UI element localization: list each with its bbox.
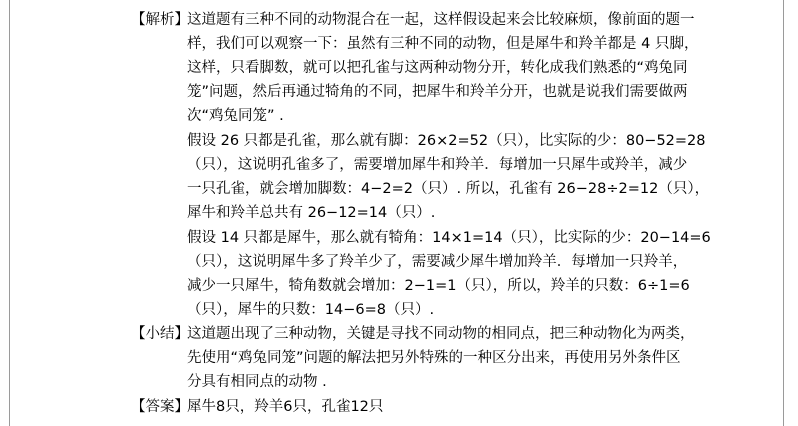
analysis-text: 次“鸡兔同笼” . bbox=[187, 108, 284, 124]
analysis-text: 这道题有三种不同的动物混合在一起，这样假设起来会比较麻烦，像前面的题一 bbox=[187, 12, 695, 28]
analysis-text: 样，我们可以观察一下：虽然有三种不同的动物，但是犀牛和羚羊都是 4 只脚， bbox=[187, 36, 699, 52]
case2-text: （只），犀牛的只数：14−6=8（只）. bbox=[187, 302, 435, 318]
analysis-text: 这样，只看脚数，就可以把孔雀与这两种动物分开，转化成我们熟悉的“鸡兔同 bbox=[187, 60, 688, 76]
summary-tag: 【小结】 bbox=[131, 326, 189, 342]
case1-text: 假设 26 只都是孔雀，那么就有脚：26×2=52（只），比实际的少：80−52=28 bbox=[187, 133, 706, 149]
case1-text: 犀牛和羚羊总共有 26−12=14（只）. bbox=[187, 205, 436, 221]
answer-text: 犀牛8只，羚羊6只，孔雀12只 bbox=[187, 399, 384, 415]
case1-text: 一只孔雀，就会增加脚数：4−2=2（只）. 所以，孔雀有 26−28÷2=12（只）， bbox=[187, 181, 710, 197]
answer-tag: 【答案】 bbox=[131, 399, 189, 415]
summary-text: 分具有相同点的动物 . bbox=[187, 374, 327, 390]
case1-text: （只），这说明孔雀多了，需要增加犀牛和羚羊．每增加一只犀牛或羚羊，减少 bbox=[187, 157, 688, 173]
case2-text: （只），这说明犀牛多了羚羊少了，需要减少犀牛增加羚羊．每增加一只羚羊， bbox=[187, 254, 688, 270]
analysis-tag: 【解析】 bbox=[131, 12, 189, 28]
case2-text: 假设 14 只都是犀牛，那么就有犄角：14×1=14（只），比实际的少：20−14=6 bbox=[187, 230, 711, 246]
summary-text: 这道题出现了三种动物，关键是寻找不同动物的相同点，把三种动物化为两类， bbox=[187, 326, 695, 342]
case2-text: 减少一只犀牛，犄角数就会增加：2−1=1（只），所以，羚羊的只数：6÷1=6 bbox=[187, 278, 690, 294]
analysis-text: 笼”问题，然后再通过犄角的不同，把犀牛和羚羊分开，也就是说我们需要做两 bbox=[187, 84, 688, 100]
summary-text: 先使用“鸡兔同笼”问题的解法把另外特殊的一种区分出来，再使用另外条件区 bbox=[187, 350, 681, 366]
